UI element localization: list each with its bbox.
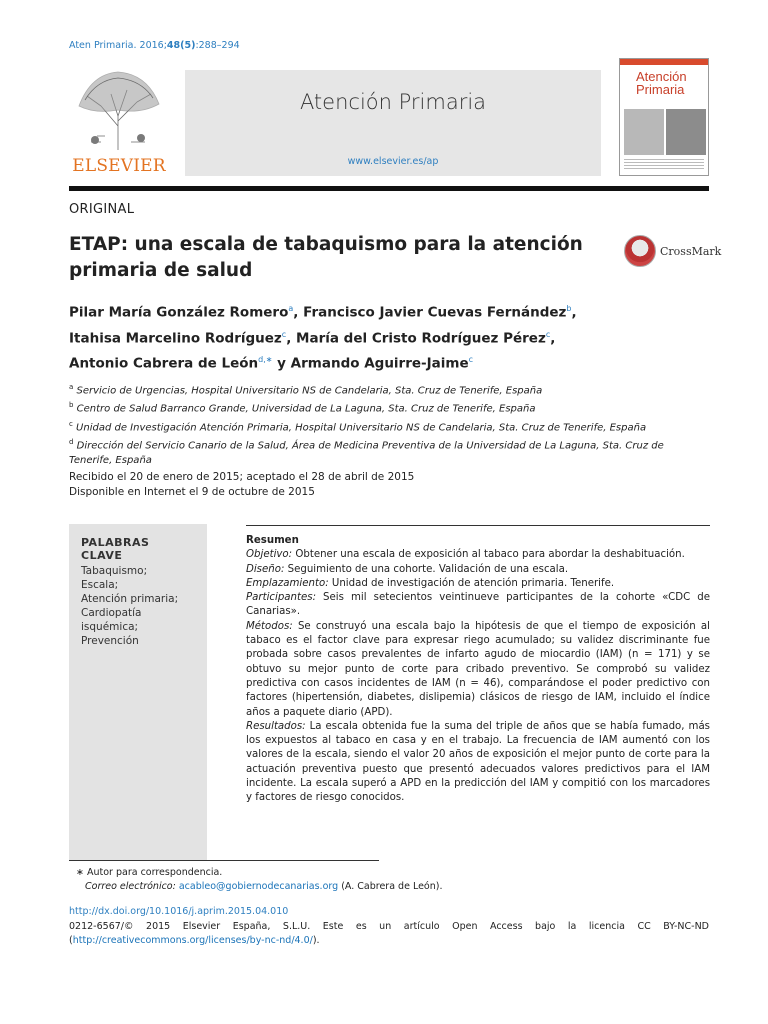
abstract-paragraph — [246, 720, 710, 806]
license-statement — [69, 920, 709, 948]
license-text: 0212-6567/© 2015 Elsevier España, S.L.U. Este es un artículo Open Access bajo la licencia CC BY-NC-ND ( — [69, 921, 709, 946]
email-suffix: (A. Cabrera de León). — [338, 881, 443, 892]
author-list — [69, 298, 709, 375]
correspondence-footnote — [76, 866, 676, 894]
abstract-heading: Resumen — [246, 535, 299, 546]
footnote-line — [76, 866, 676, 880]
abstract-paragraph — [246, 620, 710, 720]
citation-journal: Aten Primaria. 2016; — [69, 40, 167, 51]
footnote-correspondence: Autor para correspondencia. — [87, 867, 223, 878]
cover-column-left — [624, 109, 664, 155]
keyword-item: Cardiopatía — [81, 607, 142, 619]
cover-text-lines — [624, 159, 704, 171]
cover-column-right — [666, 109, 706, 155]
affiliation-list — [69, 380, 709, 468]
keyword-item: Prevención — [81, 635, 139, 647]
doi-link[interactable]: http://dx.doi.org/10.1016/j.aprim.2015.04.010 — [69, 906, 289, 917]
citation-volume: 48(5) — [166, 40, 196, 51]
abstract-paragraph — [246, 563, 710, 577]
keyword-item: Atención primaria; — [81, 593, 179, 605]
article-type-label: ORIGINAL — [69, 202, 135, 217]
author-name: Francisco Javier Cuevas Fernández — [303, 304, 567, 321]
abstract-text: Unidad de investigación de atención primaria. Tenerife. — [328, 577, 615, 589]
keyword-item: Escala; — [81, 579, 119, 591]
journal-cover-thumbnail[interactable] — [619, 58, 709, 176]
affiliation-text: Centro de Salud Barranco Grande, Universidad de La Laguna, Sta. Cruz de Tenerife, España — [76, 403, 536, 415]
affiliation-item — [69, 435, 709, 468]
author-affiliation-link[interactable]: c — [545, 329, 551, 339]
email-label: Correo electrónico: — [85, 881, 176, 892]
author-separator: , — [550, 330, 556, 346]
author-affiliation-link[interactable]: c — [281, 329, 287, 339]
footnote-marker: ∗ — [76, 867, 84, 878]
author-name: María del Cristo Rodríguez Pérez — [296, 330, 546, 346]
abstract-paragraph — [246, 577, 710, 591]
cover-top-bar — [620, 59, 709, 65]
cover-title-line2: Primaria — [636, 82, 685, 97]
author-name: Armando Aguirre-Jaime — [290, 355, 469, 372]
affiliation-key: a — [69, 383, 74, 391]
abstract-paragraph — [246, 548, 710, 562]
citation-pages: :288–294 — [195, 40, 240, 51]
abstract — [246, 534, 710, 806]
article-dates — [69, 470, 709, 500]
affiliation-key: d — [69, 437, 74, 446]
affiliation-key: b — [69, 401, 74, 410]
abstract-paragraph — [246, 591, 710, 620]
header-divider — [69, 186, 709, 191]
abstract-text: Seguimiento de una cohorte. Validación de una escala. — [284, 563, 569, 575]
footnote-divider — [69, 860, 379, 861]
abstract-text: Se construyó una escala bajo la hipótesis de que el tiempo de exposición al tabaco es el factor clave para expresar riego acumulado; su validez discriminante fue probada sobre casos prevalentes de infarto agudo de miocardio (IAM) (n = 171) y se obtuvo su mejor punto de corte para cribado preventivo. Se comprobó su validez predictiva con casos incidentes de IAM (n = 46), comparándose el poder predictivo con factores (hipertensión, diabetes, dislipemia) clásicos de riesgo de IAM, incluido el índice años a paquete diario (APD). — [246, 620, 710, 718]
keywords-panel — [69, 524, 207, 860]
affiliation-text: Unidad de Investigación Atención Primaria, Hospital Universitario NS de Candelaria, Sta. Cruz de Tenerife, España — [76, 421, 647, 433]
elsevier-tree-icon — [71, 66, 165, 150]
article-title: ETAP: una escala de tabaquismo para la atención primaria de salud — [69, 234, 583, 281]
footnote-email-line — [76, 880, 676, 894]
abstract-label: Diseño: — [246, 563, 285, 575]
keyword-item: isquémica; — [81, 621, 139, 633]
author-affiliation-link[interactable]: a — [288, 304, 294, 313]
affiliation-key: c — [69, 419, 73, 428]
keywords-heading: PALABRAS CLAVE — [81, 536, 150, 562]
abstract-text: Seis mil setecientos veintinueve participantes de la cohorte «CDC de Canarias». — [246, 592, 710, 618]
author-separator: y — [272, 355, 291, 372]
crossmark-button[interactable] — [624, 235, 722, 269]
online-date: Disponible en Internet el 9 de octubre de 2015 — [69, 486, 315, 498]
journal-url-link[interactable]: www.elsevier.es/ap — [347, 156, 439, 167]
license-suffix: ). — [312, 935, 320, 946]
affiliation-item — [69, 417, 709, 435]
email-link[interactable]: acableo@gobiernodecanarias.org — [178, 881, 339, 892]
affiliation-text: Servicio de Urgencias, Hospital Universitario NS de Candelaria, Sta. Cruz de Tenerife, España — [76, 385, 543, 397]
license-link[interactable]: http://creativecommons.org/licenses/by-nc-nd/4.0/ — [72, 935, 313, 946]
author-name: Pilar María González Romero — [69, 304, 289, 321]
journal-header — [69, 58, 709, 178]
affiliation-item — [69, 380, 709, 398]
author-separator: , — [293, 304, 304, 321]
received-date: Recibido el 20 de enero de 2015; aceptado el 28 de abril de 2015 — [69, 471, 415, 483]
crossmark-icon — [624, 235, 656, 267]
affiliation-text: Dirección del Servicio Canario de la Salud, Área de Medicina Preventiva de la Universidad de La Laguna, Sta. Cruz de Tenerife, España — [69, 440, 664, 467]
author-affiliation-link[interactable]: c — [468, 355, 474, 364]
crossmark-label: CrossMark — [660, 245, 722, 258]
abstract-text: La escala obtenida fue la suma del triple de años que se había fumado, más los expuestos al tabaco en casa y en el trabajo. La frecuencia de IAM aumentó con los valores de la escala, siendo el valor 20 años de exposición el mejor punto de corte para la actuación preventiva puesto que presentó adecuados valores predictivos para el IAM incidente. La escala superó a APD en la predicción del IAM y compitió con los marcadores y factores de riesgo conocidos. — [246, 720, 710, 804]
author-separator: , — [286, 330, 297, 346]
author-affiliation-link[interactable]: b — [566, 304, 572, 313]
abstract-divider — [246, 525, 710, 526]
abstract-label: Emplazamiento: — [246, 577, 329, 589]
abstract-label: Participantes: — [246, 592, 316, 604]
abstract-text: Obtener una escala de exposición al tabaco para abordar la deshabituación. — [292, 549, 685, 561]
author-separator: , — [571, 304, 577, 321]
author-affiliation-link[interactable]: d,∗ — [258, 355, 273, 364]
author-name: Itahisa Marcelino Rodríguez — [69, 330, 282, 346]
affiliation-item — [69, 398, 709, 416]
journal-title: Atención Primaria — [299, 90, 487, 114]
abstract-label: Resultados: — [246, 720, 306, 732]
elsevier-logo[interactable] — [69, 66, 169, 178]
abstract-label: Objetivo: — [246, 549, 293, 561]
elsevier-wordmark: ELSEVIER — [72, 156, 166, 176]
abstract-label: Métodos: — [246, 620, 293, 632]
journal-citation[interactable] — [69, 40, 240, 51]
journal-band — [185, 70, 601, 176]
cover-title-line1: Atención — [636, 69, 687, 84]
keyword-item: Tabaquismo; — [81, 565, 148, 577]
author-name: Antonio Cabrera de León — [69, 355, 259, 372]
